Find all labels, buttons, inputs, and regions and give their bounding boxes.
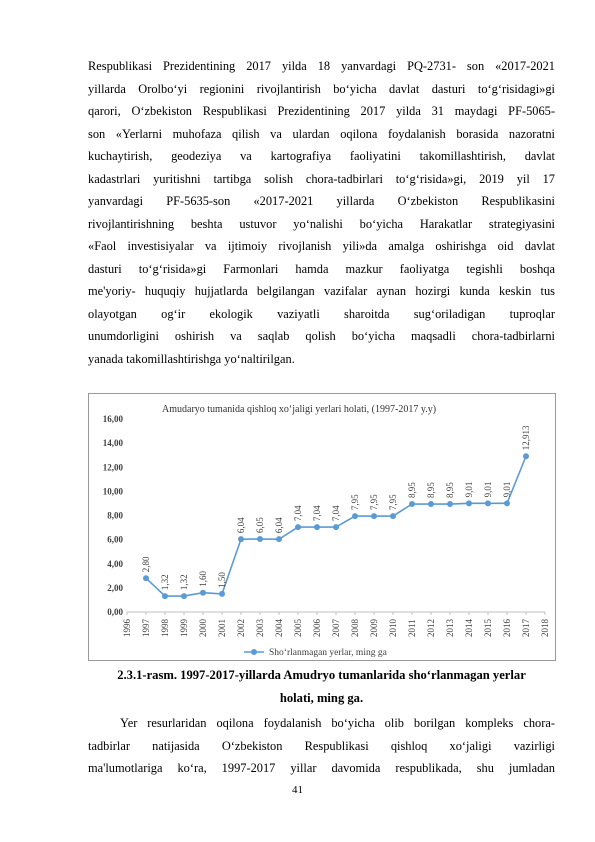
- data-point: [504, 500, 510, 506]
- data-label: 8,95: [445, 482, 455, 499]
- data-label: 6,04: [274, 517, 284, 534]
- data-label: 6,05: [255, 517, 265, 534]
- body-paragraph-1: [88, 55, 555, 370]
- data-label: 7,04: [312, 505, 322, 522]
- text-line: dasturi to‘g‘risida»gi Farmonlari hamda mazkur faoliyatga tegishli boshqa: [88, 261, 555, 276]
- data-label: 9,01: [464, 481, 474, 498]
- text-line: olayotgan og‘ir ekologik vaziyatli sharoitda sug‘oriladigan tuproqlar: [88, 306, 555, 321]
- page-number: 41: [292, 784, 303, 796]
- x-tick-label: 2014: [464, 619, 474, 637]
- data-label: 6,04: [236, 517, 246, 534]
- x-tick-label: 2000: [198, 619, 208, 637]
- data-label: 7,04: [293, 505, 303, 522]
- x-tick-label: 2010: [388, 619, 398, 637]
- y-tick-label: 14,00: [102, 438, 123, 449]
- x-tick-label: 2011: [407, 619, 417, 637]
- data-point: [238, 536, 244, 542]
- data-point: [371, 513, 377, 519]
- x-tick-label: 2003: [255, 619, 265, 637]
- x-tick-label: 2017: [521, 619, 531, 637]
- x-tick-label: 1996: [122, 619, 132, 637]
- chart-canvas: [89, 394, 555, 660]
- x-tick-label: 2018: [540, 619, 550, 637]
- x-tick-label: 2015: [483, 619, 493, 637]
- data-point: [485, 500, 491, 506]
- x-tick-label: 1998: [160, 619, 170, 637]
- data-point: [295, 524, 301, 530]
- data-point: [143, 575, 149, 581]
- figure-caption: [88, 664, 555, 710]
- x-tick-label: 2004: [274, 619, 284, 637]
- body-paragraph-2: [88, 712, 555, 780]
- data-label: 1,60: [198, 570, 208, 587]
- data-label: 7,04: [331, 505, 341, 522]
- data-point: [409, 501, 415, 507]
- y-tick-label: 0,00: [107, 607, 123, 617]
- data-point: [523, 453, 529, 459]
- text-line: qarori, O‘zbekiston Respublikasi Prezidentining 2017 yilda 31 maydagi PF-5065-: [88, 104, 555, 118]
- caption-line: 2.3.1-rasm. 1997-2017-yillarda Amudryo tumanlarida sho‘rlanmagan yerlar: [117, 668, 526, 682]
- chart-title: Amudaryo tumanida qishloq xo‘jaligi yerlari holati, (1997-2017 y.y): [162, 404, 437, 415]
- text-line: me'yoriy- huquqiy hujjatlarda belgilangan vazifalar aynan hozirgi kunda keskin tus: [88, 284, 555, 298]
- text-line: Yer resurlaridan oqilona foydalanish bo‘yicha olib borilgan kompleks chora-: [120, 716, 555, 730]
- x-tick-label: 2009: [369, 619, 379, 637]
- data-point: [428, 501, 434, 507]
- data-label: 1,32: [179, 574, 189, 591]
- x-tick-label: 2007: [331, 619, 341, 637]
- data-point: [276, 536, 282, 542]
- legend-marker: [251, 649, 257, 655]
- y-tick-label: 12,00: [102, 462, 123, 473]
- data-label: 9,01: [502, 481, 512, 498]
- data-point: [333, 524, 339, 530]
- data-label: 9,01: [483, 481, 493, 498]
- caption-line: holati, ming ga.: [279, 691, 364, 705]
- x-tick-label: 2016: [502, 619, 512, 637]
- text-line: kadastrlari yuritishni tartibga solish chora-tadbirlari to‘g‘risida»gi, 2019 yil 17: [88, 171, 555, 186]
- data-point: [466, 500, 472, 506]
- text-line: son «Yerlarni muhofaza qilish va ulardan oqilona foydalanish borasida nazoratni: [88, 126, 555, 141]
- text-line: kuchaytirish, geodeziya va kartografiya faoliyatini takomillashtirish, davlat: [88, 149, 555, 163]
- x-tick-label: 2008: [350, 619, 360, 637]
- data-point: [162, 593, 168, 599]
- x-tick-label: 1999: [179, 619, 189, 637]
- data-label: 1,32: [160, 574, 170, 591]
- data-point: [390, 513, 396, 519]
- data-label: 7,95: [369, 494, 379, 511]
- y-tick-label: 4,00: [107, 558, 123, 569]
- data-label: 1,50: [217, 572, 227, 588]
- data-label: 8,95: [426, 482, 436, 499]
- text-line: tadbirlar natijasida O‘zbekiston Respublikasi qishloq xo‘jaligi vazirligi: [88, 738, 555, 753]
- legend-label: Sho‘rlanmagan yerlar, ming ga: [269, 648, 387, 658]
- text-line: yanvardagi PF-5635-son «2017-2021 yillarda O‘zbekiston Respublikasini: [88, 194, 555, 208]
- text-line: «Faol investisiyalar va ijtimoiy rivojlanish yili»da amalga oshirishga oid davlat: [88, 239, 555, 253]
- y-tick-label: 2,00: [107, 582, 123, 593]
- line-chart: [88, 393, 556, 661]
- data-label: 2,80: [141, 556, 151, 573]
- data-point: [181, 593, 187, 599]
- data-label: 7,95: [388, 494, 398, 511]
- data-label: 8,95: [407, 482, 417, 499]
- data-label: 12,913: [521, 425, 531, 451]
- x-tick-label: 2012: [426, 619, 436, 637]
- text-line: ma'lumotlariga ko‘ra, 1997-2017 yillar davomida respublikada, shu jumladan: [88, 761, 555, 775]
- text-line: rivojlantirishning beshta ustuvor yo‘nalishi bo‘yicha Harakatlar strategiyasini: [88, 216, 555, 231]
- data-point: [352, 513, 358, 519]
- x-tick-label: 2002: [236, 619, 246, 637]
- text-line: yanada takomillashtirishga yo‘naltirilgan.: [88, 351, 295, 366]
- x-tick-label: 1997: [141, 619, 151, 637]
- data-point: [257, 536, 263, 542]
- text-line: yillarda Orolbo‘yi regionini rivojlantirish bo‘yicha davlat dasturi to‘g‘risidagi»gi: [88, 81, 555, 96]
- x-tick-label: 2013: [445, 619, 455, 637]
- data-label: 7,95: [350, 494, 360, 511]
- x-tick-label: 2006: [312, 619, 322, 637]
- data-point: [314, 524, 320, 530]
- x-tick-label: 2001: [217, 619, 227, 637]
- text-line: Respublikasi Prezidentining 2017 yilda 18 yanvardagi PQ-2731- son «2017-2021: [88, 59, 555, 73]
- y-tick-label: 10,00: [102, 486, 123, 497]
- text-line: unumdorligini oshirish va saqlab qolish bo‘yicha maqsadli chora-tadbirlarni: [88, 329, 555, 343]
- y-tick-label: 8,00: [107, 510, 123, 521]
- data-point: [219, 591, 225, 597]
- data-point: [447, 501, 453, 507]
- y-tick-label: 16,00: [102, 414, 123, 424]
- data-point: [200, 590, 206, 596]
- x-tick-label: 2005: [293, 619, 303, 637]
- y-tick-label: 6,00: [107, 534, 123, 545]
